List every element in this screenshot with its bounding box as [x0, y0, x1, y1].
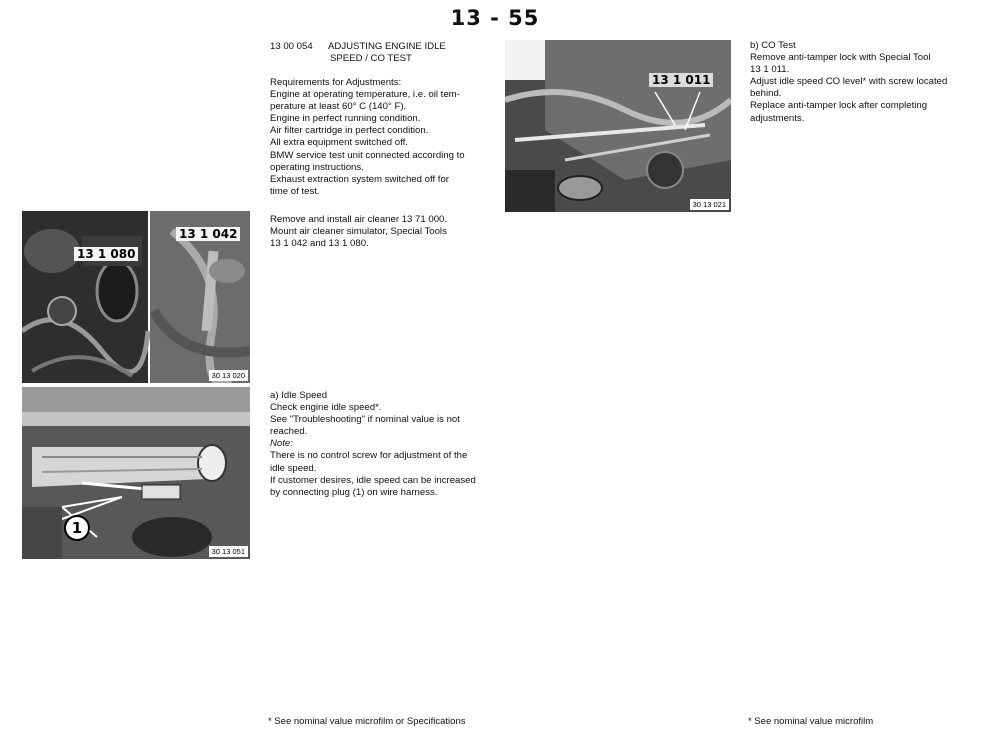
co-test-line: behind.	[750, 88, 782, 100]
figure-number: 30 13 020	[209, 370, 248, 381]
page-number: 13 - 55	[450, 6, 540, 30]
idle-speed-line: There is no control screw for adjustment of the	[270, 450, 468, 462]
air-cleaner-line: Mount air cleaner simulator, Special Tools	[270, 226, 447, 238]
idle-speed-line: See "Troubleshooting" if nominal value is not	[270, 414, 460, 426]
note-label: Note:	[270, 438, 293, 450]
tool-label-13-1-080: 13 1 080	[74, 247, 138, 261]
idle-speed-line: by connecting plug (1) on wire harness.	[270, 486, 438, 498]
requirements-header: Requirements for Adjustments:	[270, 77, 402, 88]
tool-label-13-1-042: 13 1 042	[176, 227, 240, 241]
air-cleaner-block	[270, 214, 500, 250]
figure-number: 30 13 051	[209, 546, 248, 557]
photo-air-cleaner-simulator	[22, 211, 250, 383]
requirements-line: Exhaust extraction system switched off for	[270, 173, 449, 185]
idle-speed-block	[270, 390, 500, 499]
figure-number: 30 13 021	[690, 199, 729, 210]
requirements-line: Engine in perfect running condition.	[270, 113, 421, 125]
air-cleaner-line: Remove and install air cleaner 13 71 000.	[270, 214, 448, 225]
requirements-line: operating instructions.	[270, 161, 364, 173]
photo-wire-harness-plug	[22, 387, 250, 559]
idle-speed-line: Check engine idle speed*.	[270, 402, 382, 414]
requirements-line: All extra equipment switched off.	[270, 137, 408, 149]
requirements-line: time of test.	[270, 185, 320, 197]
section-title-line1: ADJUSTING ENGINE IDLE	[328, 41, 446, 52]
footnote-left: * See nominal value microfilm or Specifications	[268, 716, 466, 727]
co-test-line: Adjust idle speed CO level* with screw located	[750, 76, 948, 88]
requirements-line: perature at least 60° C (140° F).	[270, 101, 407, 113]
section-title-line2: SPEED / CO TEST	[330, 53, 412, 65]
idle-speed-title: a) Idle Speed	[270, 390, 328, 401]
engine-photo-graphic	[22, 387, 250, 559]
co-test-line: Replace anti-tamper lock after completing	[750, 100, 928, 112]
tool-label-13-1-011: 13 1 011	[649, 73, 713, 87]
air-cleaner-line: 13 1 042 and 13 1 080.	[270, 238, 369, 250]
idle-speed-line: reached.	[270, 426, 308, 438]
idle-speed-line: idle speed.	[270, 462, 317, 474]
callout-plug-1: 1	[64, 515, 90, 541]
co-test-title: b) CO Test	[750, 40, 796, 51]
requirements-line: BMW service test unit connected according to	[270, 149, 465, 161]
co-test-block	[750, 40, 975, 125]
requirements-line: Air filter cartridge in perfect condition.	[270, 125, 429, 137]
co-test-line: 13 1 011.	[750, 64, 790, 76]
idle-speed-line: If customer desires, idle speed can be increased	[270, 474, 476, 486]
section-code: 13 00 054	[270, 41, 313, 52]
co-test-line: adjustments.	[750, 112, 805, 124]
photo-anti-tamper-tool	[505, 40, 731, 212]
requirements-line: Engine at operating temperature, i.e. oil tem-	[270, 89, 460, 101]
co-test-line: Remove anti-tamper lock with Special Tool	[750, 52, 931, 64]
requirements-block	[270, 77, 495, 198]
footnote-right: * See nominal value microfilm	[748, 716, 874, 727]
section-heading	[270, 41, 510, 65]
engine-photo-graphic	[505, 40, 731, 212]
